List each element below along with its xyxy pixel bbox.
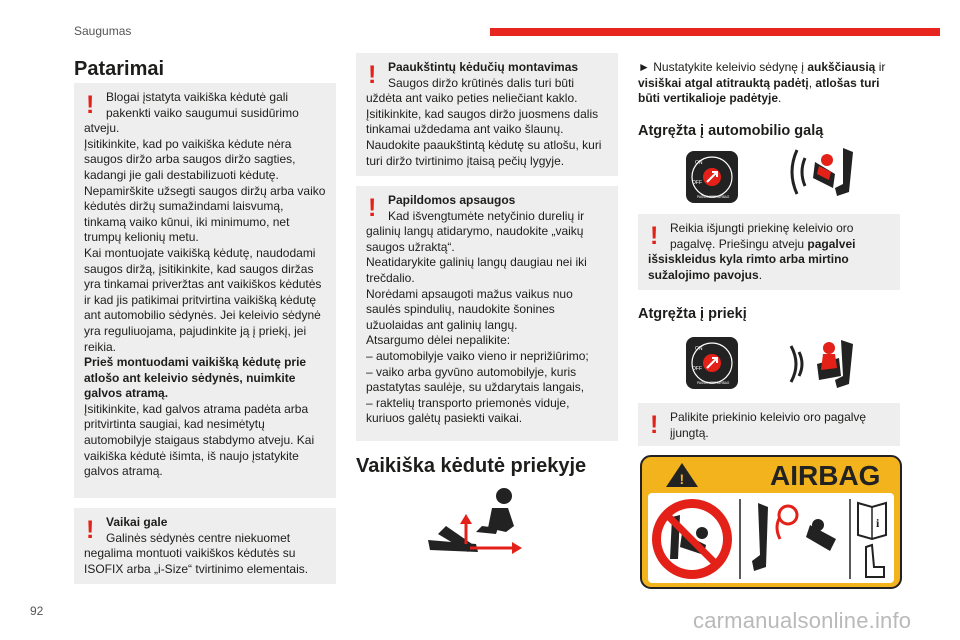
airbag-switch-off-icon [685, 150, 739, 204]
box-title: Paaukštintų kėdučių montavimas [388, 60, 579, 74]
svg-text:PASSENGER AIRBAG: PASSENGER AIRBAG [697, 381, 730, 385]
prohibited-rear-seat-icon [652, 499, 732, 579]
bullet-arrow: ► [638, 60, 650, 74]
airbag-switch-on-icon [685, 336, 739, 390]
box-paragraph-4: Atsargumo dėlei nepalikite: [366, 333, 511, 348]
box-title: Papildomos apsaugos [388, 193, 516, 207]
tip-paragraph-3: Nepamirškite užsegti saugos diržų arba vaiko kėdutės diržų sumažindami laisvumą, tinkamą vaiko kūnui, iki minimumo, net trumpų kelionių metu. [84, 183, 326, 245]
tip-paragraph-4: Kai montuojate vaikišką kėdutę, naudodami saugos diržą, įsitikinkite, kad saugos diržas yra tinkamai priveržtas ant vaikiškos kėdutės ir kad jis patikimai pritvirtina vaikišką kėdutę ant automobilio sėdynės. Jei keleivio sėdynė yra reguliuojama, pajudinkite ją į priekį, jei reikia. [84, 245, 322, 354]
warning-icon: ! [86, 516, 95, 544]
list-item: – automobilyje vaiko vieno ir neprižiūrimo; [366, 348, 589, 363]
warning-icon: ! [86, 91, 95, 119]
airbag-warning-label [640, 455, 902, 589]
tip-paragraph-2: Įsitikinkite, kad po vaikiška kėdute nėra saugos diržo arba saugos diržo sagties, kadangi jie gali destabilizuoti kėdutę. [84, 136, 296, 182]
list-item: – vaiko arba gyvūno automobilyje, kuris pastatytas saulėje, su uždarytais langais, [366, 364, 585, 395]
list-item: – raktelių transporto priemonės viduje, kuriuos galėtų pasiekti vaikai. [366, 395, 570, 426]
box-paragraph-3: Norėdami apsaugoti mažus vaikus nuo saulės spindulių, naudokite šonines užuolaidas ant galinių langų. [366, 286, 573, 332]
box-text: Saugos diržo krūtinės dalis turi būti uždėta ant vaiko peties neliečiant kaklo. Įsitikinkite, kad saugos diržo juosmens dalis tinkamai uždedama ant vaiko šlaunų. Naudokite paaukštintą kėdutę su atlošu, kuri turi diržo tvirtinimo įtaisą pečių lygyje. [366, 75, 602, 168]
svg-text:OFF: OFF [692, 180, 702, 186]
instruction-adjust-seat: ► Nustatykite keleivio sėdynę į aukščiausią ir visiškai atgal atitrauktą padėtį, atlošas turi būti vertikalioje padėtyje. [638, 60, 886, 106]
subtitle-rear-facing: Atgręžta į automobilio galą [638, 123, 824, 139]
box-paragraph-1: Kad išvengtumėte netyčinio durelių ir galinių langų atidarymo, naudokite „vaikų saugos užraktą“. [366, 208, 585, 254]
warning-box-forward-facing [638, 403, 900, 446]
box-title: Vaikai gale [106, 515, 168, 529]
section-title-patarimai: Patarimai [74, 58, 165, 80]
warning-box-extra-protection [356, 186, 618, 441]
svg-text:!: ! [679, 471, 685, 487]
warning-box-booster [356, 53, 618, 176]
forward-facing-child-seat-icon [783, 336, 859, 392]
warning-icon: ! [650, 222, 659, 250]
svg-text:ON: ON [695, 160, 703, 166]
box-text: Palikite priekinio keleivio oro pagalvę įjungtą. [670, 410, 867, 440]
page-number: 92 [30, 604, 44, 618]
warning-box-rear-facing [638, 214, 900, 290]
warning-box-rear-children [74, 508, 336, 584]
warning-box-tips [74, 83, 336, 498]
warning-icon: ! [650, 411, 659, 439]
box-text: Galinės sėdynės centre niekuomet negalima montuoti vaikiškos kėdutės su ISOFIX arba „i-Size“ tvirtinimo elementais. [84, 530, 309, 576]
watermark: carmanualsonline.info [693, 608, 912, 633]
svg-text:AIRBAG: AIRBAG [770, 460, 881, 491]
header-accent-bar [490, 28, 940, 36]
tip-paragraph-1: Blogai įstatyta vaikiška kėdutė gali pakenkti vaiko saugumui susidūrimo atveju. [84, 90, 299, 136]
warning-icon: ! [368, 194, 377, 222]
box-paragraph-2: Neatidarykite galinių langų daugiau nei iki trečdalio. [366, 255, 587, 285]
child-seat-adjust-icon [418, 482, 528, 562]
svg-text:OFF: OFF [692, 366, 702, 372]
svg-text:PASSENGER AIRBAG: PASSENGER AIRBAG [697, 195, 730, 199]
section-title-front-seat: Vaikiška kėdutė priekyje [356, 455, 587, 477]
tip-paragraph-5: Prieš montuodami vaikišką kėdutę prie atlošo ant keleivio sėdynės, nuimkite galvos atramą. [84, 355, 307, 401]
rear-facing-child-seat-icon [783, 144, 859, 200]
box-text: Reikia išjungti priekinę keleivio oro pagalvę. Priešingu atveju pagalvei išsiskleidus kyla rimto arba mirtino sužalojimo pavojus. [648, 221, 856, 282]
running-header: Saugumas [74, 24, 132, 38]
tip-paragraph-6: Įsitikinkite, kad galvos atrama padėta arba pritvirtinta saugiai, kad nesimėtytų automobilyje staigaus stabdymo atveju. Kai vaikiška kėdutė išimta, iš naujo įstatykite galvos atramą. [84, 401, 315, 479]
svg-text:i: i [876, 516, 880, 530]
subtitle-forward-facing: Atgręžta į priekį [638, 306, 747, 322]
warning-icon: ! [368, 61, 377, 89]
svg-text:ON: ON [695, 346, 703, 352]
